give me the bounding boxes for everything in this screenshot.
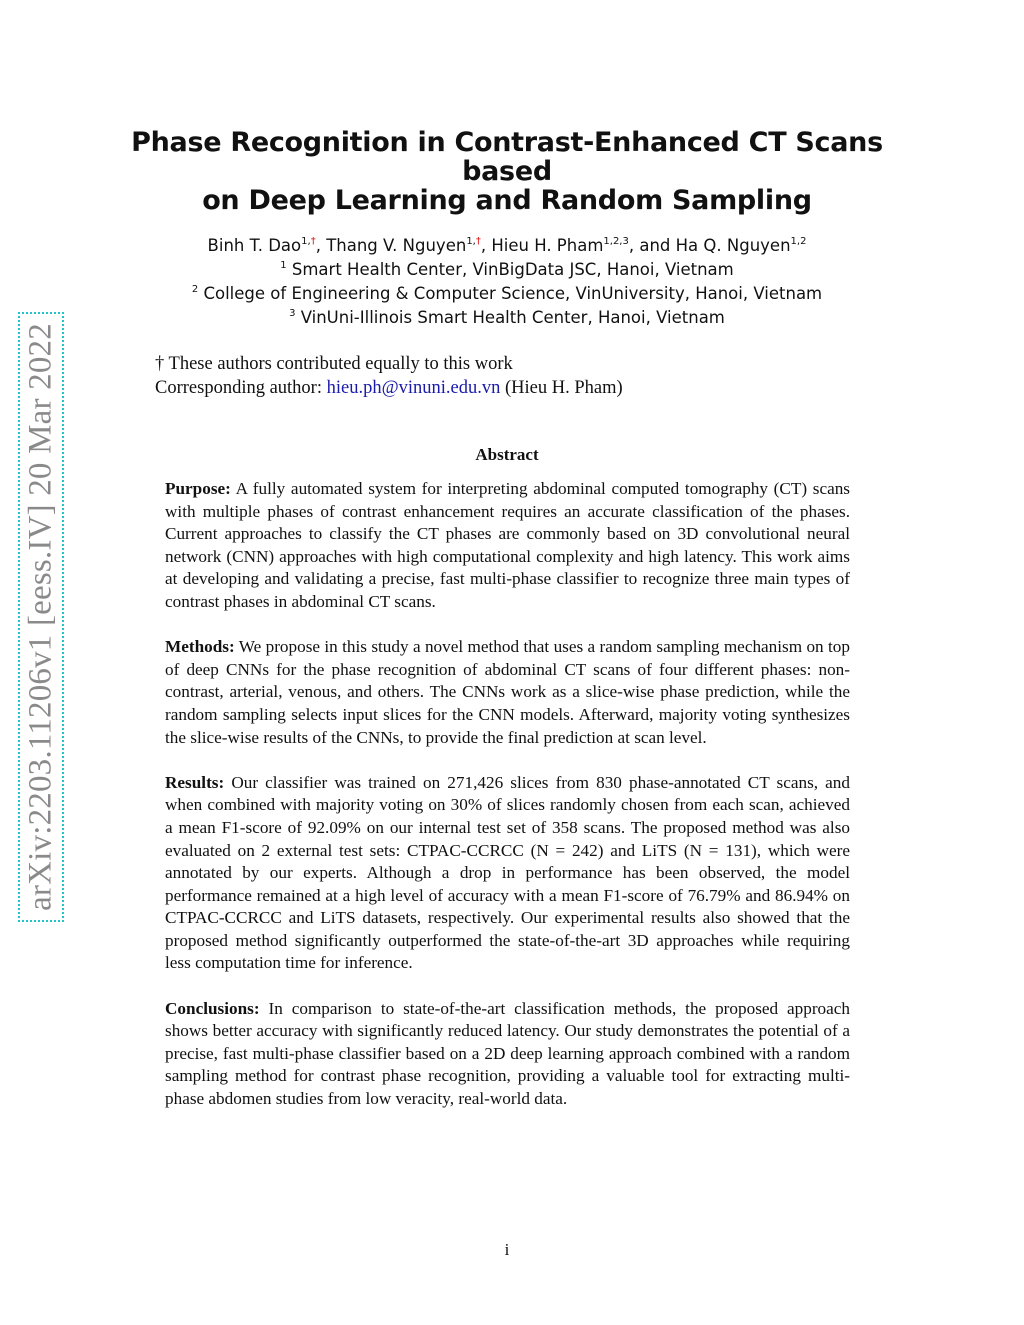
corresponding-author-note: Corresponding author: hieu.ph@vinuni.edu.vn (Hieu H. Pham) [155,378,623,398]
author-block [90,234,924,330]
title-line-1: Phase Recognition in Contrast-Enhanced CT Scans based [131,127,883,187]
affiliation-1: $^1$ Smart Health Center, VinBigData JSC, Hanoi, Vietnam [280,260,734,279]
abstract-heading: Abstract [475,445,539,464]
abstract-purpose: Purpose: A fully automated system for interpreting abdominal computed tomography (CT) scans with multiple phases of contrast enhancement requires an accurate classification of the phases. Current approaches to classify the CT phases are commonly based on 3D convolutional neural network (CNN) approaches with high computational complexity and high latency. This work aims at developing and validating a precise, fast multi-phase classifier to recognize three main types of contrast phases in abdominal CT scans. [165,479,850,611]
abstract-results: Results: Our classifier was trained on 271,426 slices from 830 phase-annotated CT scans, and when combined with majority voting on 30% of slices randomly chosen from each scan, achieved a mean F1-score of 92.09% on our internal test set of 358 scans. The proposed method was also evaluated on 2 external test sets: CTPAC-CCRCC (N = 242) and LiTS (N = 131), which were annotated by our experts. Although a drop in performance has been observed, the model performance remained at a high level of accuracy with a mean F1-score of 76.79% and 86.94% on CTPAC-CCRCC and LiTS datasets, respectively. Our experimental results also showed that the proposed method significantly outperformed the state-of-the-art 3D approaches while requiring less computation time for inference. [165,772,850,973]
abstract-conclusions: Conclusions: In comparison to state-of-the-art classification methods, the proposed approach shows better accuracy with significantly reduced latency. Our study demonstrates the potential of a precise, fast multi-phase classifier based on a 2D deep learning approach combined with a random sampling method for contrast phase recognition, providing a valuable tool for extracting multi-phase abdomen studies from low veracity, real-world data. [165,998,850,1109]
equal-contribution-note: † These authors contributed equally to this work [155,354,513,374]
author-name: Thang V. Nguyen [326,236,467,255]
author-name: Ha Q. Nguyen [675,236,791,255]
author-list: Binh T. Dao$^{1,\dagger}$, Thang V. Nguyen$^{1,\dagger}$, Hieu H. Pham$^{1,2,3}$, and Ha Q. Nguyen$^{1,2}$ [207,236,807,255]
author-name: Binh T. Dao [207,236,302,255]
arxiv-stamp [18,312,64,922]
arxiv-stamp-text: arXiv:2203.11206v1 [eess.IV] 20 Mar 2022 [22,323,59,911]
corresponding-email-link[interactable]: hieu.ph@vinuni.edu.vn [326,378,501,398]
author-name: Hieu H. Pham [491,236,604,255]
affiliation-3: $^3$ VinUni-Illinois Smart Health Center, Hanoi, Vietnam [289,308,725,327]
title-line-2: on Deep Learning and Random Sampling [202,185,812,216]
author-notes [155,352,623,400]
affiliation-2: $^2$ College of Engineering & Computer Science, VinUniversity, Hanoi, Vietnam [191,284,823,303]
abstract-methods: Methods: We propose in this study a novel method that uses a random sampling mechanism on top of deep CNNs for the phase recognition of abdominal CT scans of four different phases: non-contrast, arterial, venous, and others. The CNNs work as a slice-wise phase prediction, while the random sampling selects input slices for the CNN models. Afterward, majority voting synthesizes the slice-wise results of the CNNs, to provide the final prediction at scan level. [165,637,850,747]
paper-title [90,128,924,215]
page-number: i [504,1240,510,1259]
abstract-body [165,478,850,1133]
